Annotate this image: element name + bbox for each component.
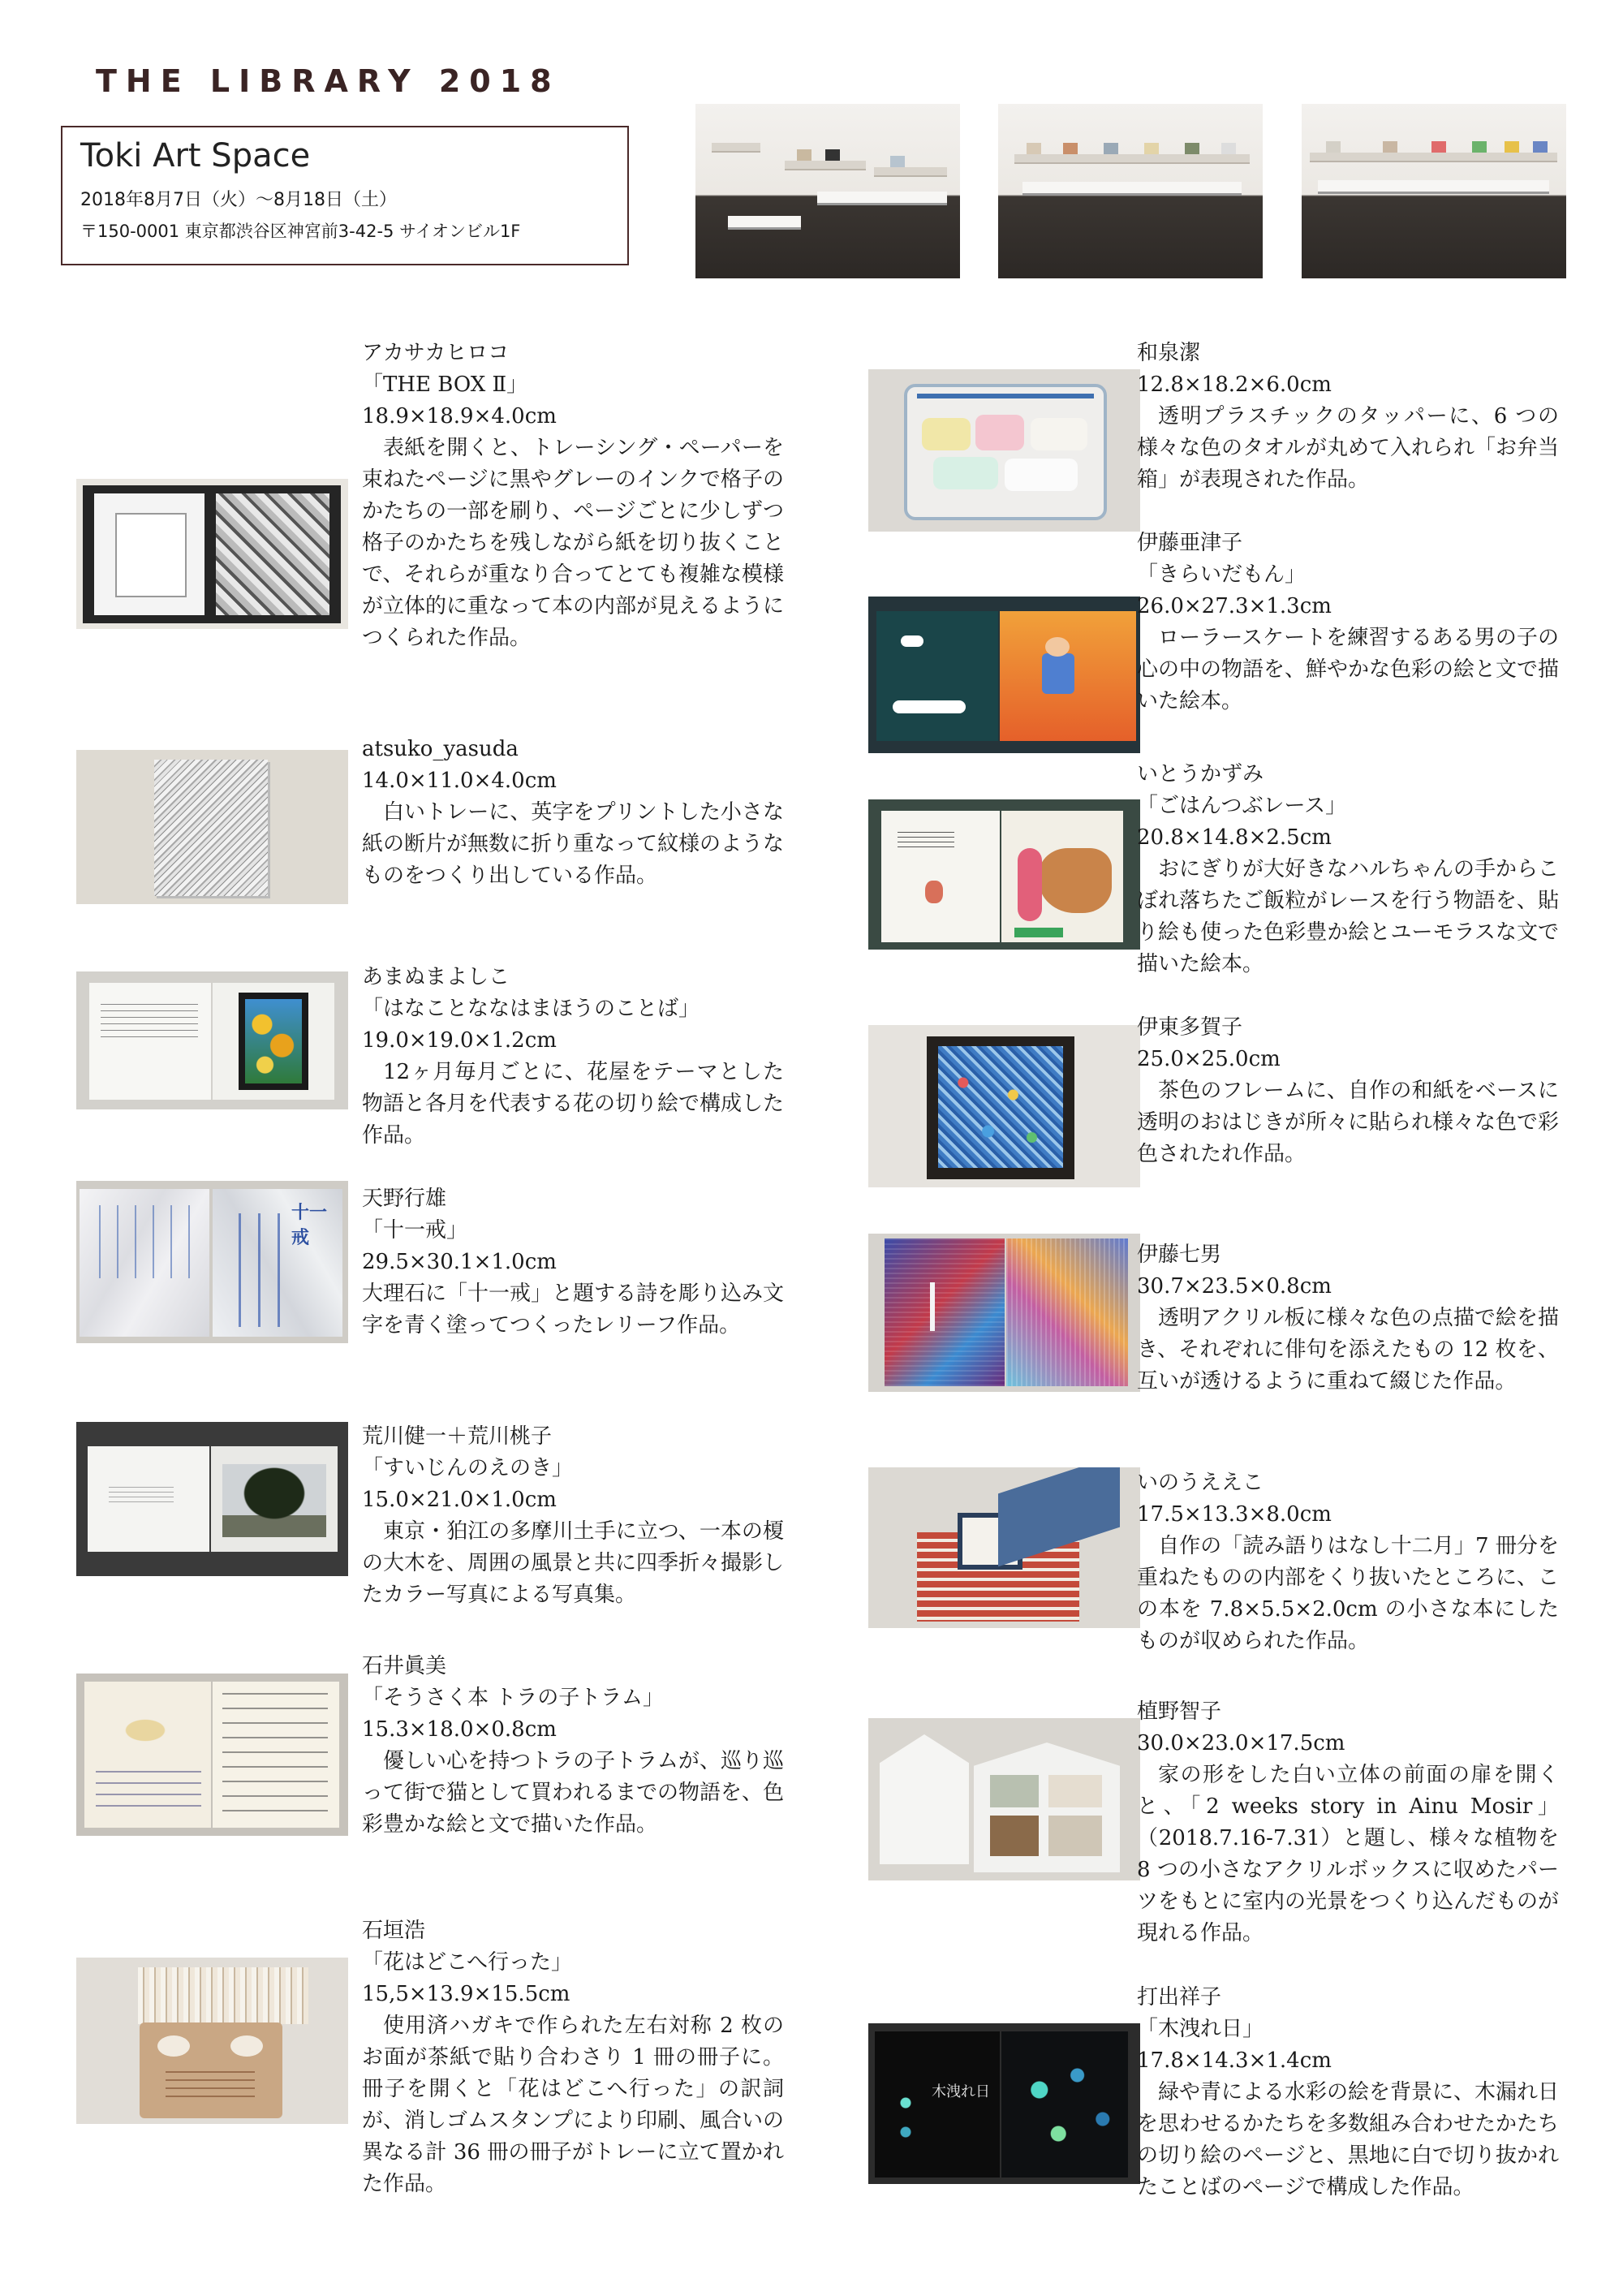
artwork-photo-hana-wa-doko (76, 1958, 348, 2124)
work-size: 15.0×21.0×1.0cm (362, 1488, 557, 1512)
page-title: THE LIBRARY 2018 (96, 63, 561, 99)
entry-inoue (1137, 1467, 1559, 1657)
work-description: 透明アクリル板に様々な色の点描で絵を描き、それぞれに俳句を添えたもの 12 枚を、互いが透けるように重ねて綴じた作品。 (1137, 1306, 1559, 1394)
work-description: 白いトレーに、英字をプリントした小さな紙の断片が無数に折り重なって紋様のようなものをつくり出している作品。 (362, 800, 785, 888)
artist-name: 荒川健一＋荒川桃子 (362, 1424, 553, 1449)
entry-amanuma (362, 962, 784, 1152)
venue-name: Toki Art Space (80, 137, 311, 174)
entry-ito-atsuko (1137, 528, 1559, 717)
work-title: 「すいじんのえのき」 (362, 1456, 574, 1480)
book-page-title: 木洩れ日 (932, 2083, 990, 2100)
artwork-photo-hanakotonana (76, 971, 348, 1109)
entry-amano (362, 1183, 784, 1342)
engraved-title: 十一戒 (291, 1203, 328, 1248)
work-size: 19.0×19.0×1.2cm (362, 1028, 557, 1053)
work-description: 使用済ハガキで作られた左右対称 2 枚のお面が茶紙で貼り合わさり 1 冊の冊子に。冊子を開くと「花はどこへ行った」の訳詞が、消しゴムスタンプにより印刷、風合いの異なる計 36 冊の冊子がトレーに立て置かれた作品。 (362, 2014, 785, 2196)
work-size: 14.0×11.0×4.0cm (362, 769, 557, 793)
work-description: 茶色のフレームに、自作の和紙をベースに透明のおはじきが所々に貼られ様々な色で彩色されたれ作品。 (1137, 1079, 1560, 1166)
exhibition-dates: 2018年8月7日（火）～8月18日（土） (80, 190, 397, 210)
artwork-photo-kirai-damon (868, 597, 1140, 753)
work-description: 透明プラスチックのタッパーに、6 つの様々な色のタオルが丸めて入れられ「お弁当箱」が表現された作品。 (1137, 404, 1560, 492)
artist-name: 石垣浩 (362, 1919, 426, 1943)
artist-name: 伊東多賀子 (1137, 1015, 1243, 1040)
work-size: 17.5×13.3×8.0cm (1137, 1502, 1332, 1527)
work-description: おにぎりが大好きなハルちゃんの手からこぼれ落ちたご飯粒がレースを行う物語を、貼り絵も使った色彩豊か絵とユーモラスな文で描いた絵本。 (1137, 857, 1560, 976)
work-size: 15.3×18.0×0.8cm (362, 1717, 557, 1742)
artist-name: 伊藤七男 (1137, 1243, 1222, 1267)
work-title: 「はなことななはまほうのことば」 (362, 997, 700, 1021)
artwork-photo-ueno (868, 1718, 1140, 1880)
artwork-photo-juikkai (76, 1181, 348, 1343)
work-title: 「THE BOX Ⅱ」 (362, 373, 528, 397)
installation-photo-2 (998, 104, 1263, 278)
artist-name: いとうかずみ (1137, 762, 1264, 786)
work-description: 家の形をした白い立体の前面の扉を開くと、「2 weeks story in Ainu Mosir」（2018.7.16-7.31）と題し、様々な植物を 8 つの小さなアクリルボックスに収めたパーツをもとに室内の光景をつくり込んだものが現れる作品。 (1137, 1763, 1560, 1945)
artist-name: 植野智子 (1137, 1699, 1222, 1724)
artwork-photo-ito-nanao (868, 1234, 1140, 1392)
work-description: 大理石に「十一戒」と題する詩を彫り込み文字を青く塗ってつくったレリーフ作品。 (362, 1282, 785, 1338)
work-title: 「木洩れ日」 (1137, 2017, 1264, 2041)
venue-info-box (61, 126, 629, 265)
work-description: 優しい心を持つトラの子トラムが、巡り巡って街で猫として買われるまでの物語を、色彩豊かな絵と文で描いた作品。 (362, 1749, 785, 1837)
artist-name: 天野行雄 (362, 1187, 447, 1211)
artist-name: アカサカヒロコ (362, 341, 510, 365)
entry-ito-nanao (1137, 1239, 1559, 1398)
entry-ishii (362, 1651, 784, 1841)
entry-ueno (1137, 1696, 1559, 1949)
artwork-photo-the-box (76, 479, 348, 629)
work-description: 12ヶ月毎月ごとに、花屋をテーマとした物語と各月を代表する花の切り絵で構成した作品。 (362, 1060, 785, 1148)
work-size: 15,5×13.9×15.5cm (362, 1982, 570, 2006)
artwork-photo-komorebi (868, 2023, 1140, 2184)
installation-photo-1 (695, 104, 960, 278)
artist-name: 打出祥子 (1137, 1985, 1222, 2010)
work-title: 「そうさく本 トラの子トラム」 (362, 1686, 665, 1710)
artist-name: atsuko_yasuda (362, 737, 519, 761)
work-description: 表紙を開くと、トレーシング・ペーパーを束ねたページに黒やグレーのインクで格子のかたちの一部を刷り、ページごとに少しずつ格子のかたちを残しながら紙を切り抜くことで、それらが重なり合ってとても複雑な模様が立体的に重なって本の内部が見えるようにつくられた作品。 (362, 436, 785, 650)
artist-name: いのうええこ (1137, 1471, 1264, 1495)
artwork-photo-inoue-eko (868, 1467, 1140, 1628)
venue-address: 〒150-0001 東京都渋谷区神宮前3-42-5 サイオンビル1F (80, 222, 521, 241)
artist-name: 伊藤亜津子 (1137, 531, 1243, 555)
entry-izumi (1137, 338, 1559, 496)
artwork-photo-ito-takako (868, 1025, 1140, 1187)
work-size: 25.0×25.0cm (1137, 1047, 1281, 1071)
artwork-photo-izumi (868, 369, 1140, 532)
artist-name: 石井眞美 (362, 1654, 447, 1678)
artist-name: あまぬまよしこ (362, 965, 510, 989)
work-title: 「ごはんつぶレース」 (1137, 794, 1347, 818)
entry-uchide (1137, 1982, 1559, 2203)
entry-arakawa (362, 1421, 784, 1611)
artwork-photo-gohantsubu-race (868, 799, 1140, 950)
work-title: 「花はどこへ行った」 (362, 1950, 572, 1975)
artwork-photo-suijin-no-enoki (76, 1422, 348, 1576)
entry-akasaka (362, 338, 784, 654)
work-title: 「十一戒」 (362, 1218, 468, 1243)
work-size: 18.9×18.9×4.0cm (362, 404, 557, 429)
work-description: 東京・狛江の多摩川土手に立つ、一本の榎の大木を、周囲の風景と共に四季折々撮影したカラー写真による写真集。 (362, 1519, 785, 1607)
work-size: 30.0×23.0×17.5cm (1137, 1731, 1345, 1755)
work-size: 20.8×14.8×2.5cm (1137, 825, 1332, 850)
work-size: 12.8×18.2×6.0cm (1137, 373, 1332, 397)
entry-ito-takako (1137, 1012, 1559, 1170)
work-size: 26.0×27.3×1.3cm (1137, 594, 1332, 618)
installation-photo-3 (1302, 104, 1566, 278)
work-description: 緑や青による水彩の絵を背景に、木漏れ日を思わせるかたちを多数組み合わせたかたちの切り絵のページと、黒地に白で切り抜かれたことばのページで構成した作品。 (1137, 2080, 1560, 2199)
work-description: ローラースケートを練習するある男の子の心の中の物語を、鮮やかな色彩の絵と文で描いた絵本。 (1137, 626, 1560, 713)
work-size: 30.7×23.5×0.8cm (1137, 1274, 1332, 1299)
artist-name: 和泉潔 (1137, 341, 1201, 365)
artwork-photo-tora-no-ko-toramu (76, 1674, 348, 1836)
artwork-photo-atsuko-yasuda (76, 750, 348, 904)
entry-ito-kazumi (1137, 759, 1559, 980)
entry-atsuko-yasuda (362, 734, 784, 892)
entry-ishigaki (362, 1915, 784, 2200)
work-description: 自作の「読み語りはなし十二月」7 冊分を重ねたものの内部をくり抜いたところに、この本を 7.8×5.5×2.0cm の小さな本にしたものが収められた作品。 (1137, 1534, 1560, 1653)
work-title: 「きらいだもん」 (1137, 562, 1307, 587)
work-size: 17.8×14.3×1.4cm (1137, 2048, 1332, 2073)
work-size: 29.5×30.1×1.0cm (362, 1250, 557, 1274)
